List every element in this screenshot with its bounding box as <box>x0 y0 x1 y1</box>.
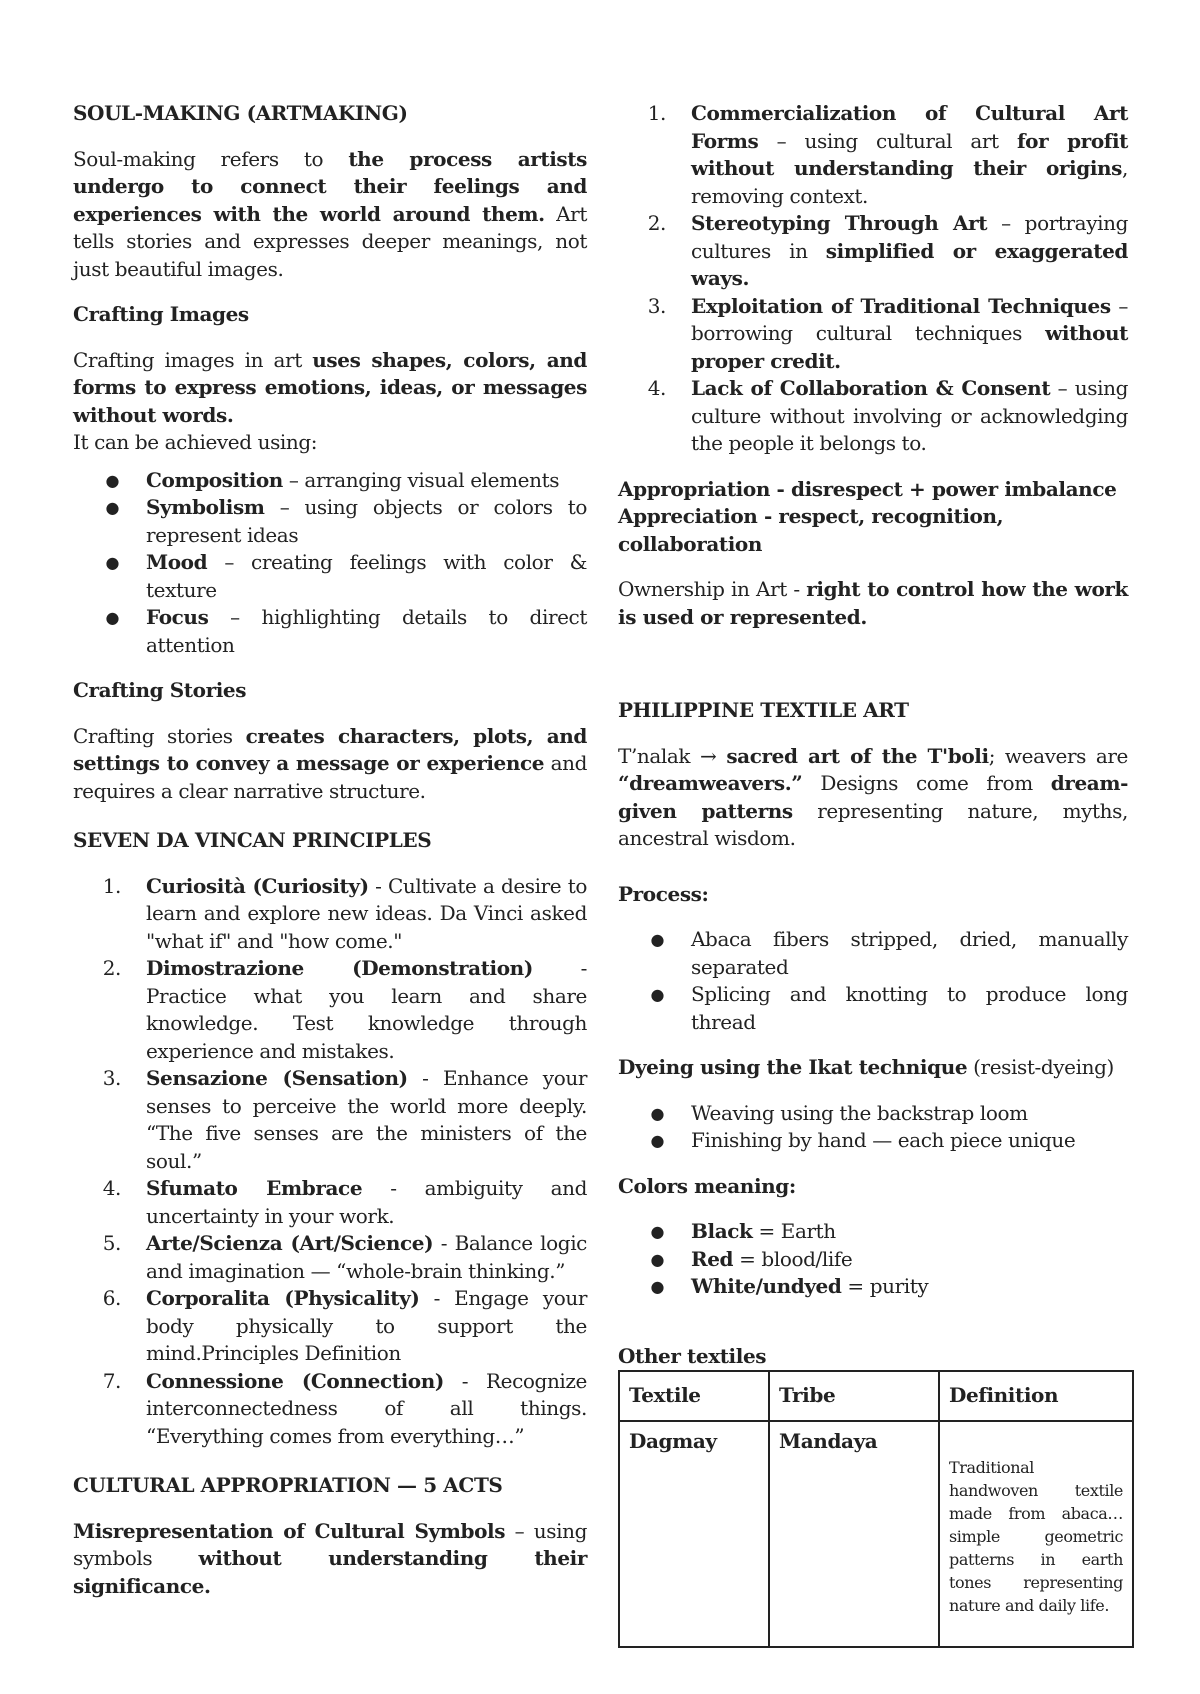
list-item: ● Composition – arranging visual elements <box>73 467 587 495</box>
list-item: 7. Connessione (Connection) - Recognize interconnectedness of all things. “Everything comes from everything…” <box>102 1368 587 1448</box>
da-vinci-principles-list <box>73 873 587 1451</box>
bullet-icon: ● <box>105 608 119 627</box>
bullet-icon: ● <box>650 1249 664 1269</box>
list-item: ● Focus – highlighting details to direct attention <box>73 604 587 659</box>
list-item: ● White/undyed = purity <box>618 1273 1128 1301</box>
colors-meaning-heading: Colors meaning: <box>618 1173 796 1198</box>
dyeing-list <box>618 1100 1128 1155</box>
textile-art-heading: PHILIPPINE TEXTILE ART <box>618 698 909 722</box>
appropriation-acts-list <box>618 100 1128 458</box>
column-header-tribe: Tribe <box>769 1371 939 1421</box>
bullet-icon: ● <box>105 553 119 572</box>
crafting-images-paragraph: Crafting images in art uses shapes, colors, and forms to express emotions, ideas, or messages without words. <box>73 347 588 427</box>
crafting-stories-heading: Crafting Stories <box>73 678 247 702</box>
bullet-icon: ● <box>650 985 664 1004</box>
tnalak-paragraph: T’nalak → sacred art of the T'boli; weavers are “dreamweavers.” Designs come from dream-given patterns representing nature, myths, ancestral wisdom. <box>618 743 1128 850</box>
achieved-using-text: It can be achieved using: <box>73 430 318 454</box>
list-item: 4. Lack of Collaboration & Consent – using culture without involving or acknowledging the people it belongs to. <box>647 376 1128 455</box>
list-item: ● Splicing and knotting to produce long thread <box>618 981 1128 1036</box>
cell-tribe: Mandaya <box>769 1421 939 1647</box>
appreciation-definition: Appreciation - respect, recognition, collaboration <box>618 504 1004 556</box>
bullet-icon: ● <box>650 1222 664 1241</box>
bullet-icon: ● <box>650 1131 664 1150</box>
appropriation-definition: Appropriation - disrespect + power imbalance <box>618 476 1117 501</box>
list-item: 5. Arte/Scienza (Art/Science) - Balance logic and imagination — “whole-brain thinking.” <box>102 1231 587 1283</box>
list-item: 1. Commercialization of Cultural Art Forms – using cultural art for profit without understanding their origins, removing context. <box>647 101 1129 208</box>
cell-definition: Traditional handwoven textile made from abaca… simple geometric patterns in earth tones representing nature and daily life. <box>939 1421 1133 1647</box>
list-item: ● Red = blood/life <box>618 1246 1128 1274</box>
colors-meaning-list <box>618 1218 1128 1301</box>
misrepresentation-paragraph: Misrepresentation of Cultural Symbols – using symbols without understanding their significance. <box>73 1518 587 1598</box>
bullet-icon: ● <box>105 470 119 490</box>
right-column <box>618 100 1128 1648</box>
list-item: ● Mood – creating feelings with color & texture <box>73 549 587 604</box>
bullet-icon: ● <box>650 1103 664 1123</box>
column-header-textile: Textile <box>619 1371 769 1421</box>
bullet-icon: ● <box>105 498 119 517</box>
process-heading: Process: <box>618 881 709 906</box>
list-item: 3. Exploitation of Traditional Techniques – borrowing cultural techniques without proper credit. <box>647 293 1128 373</box>
table-header-row <box>619 1371 1133 1421</box>
list-item: ● Black = Earth <box>618 1218 1128 1246</box>
bullet-icon: ● <box>650 1277 664 1296</box>
cell-textile: Dagmay <box>619 1421 769 1647</box>
list-item: 2. Stereotyping Through Art – portraying cultures in simplified or exaggerated ways. <box>647 211 1128 290</box>
process-list <box>618 926 1128 1036</box>
dyeing-line: Dyeing using the Ikat technique (resist-dyeing) <box>618 1055 1114 1079</box>
other-textiles-caption: Other textiles <box>618 1343 767 1368</box>
bullet-icon: ● <box>650 930 664 949</box>
list-item: 6. Corporalita (Physicality) - Engage your body physically to support the mind.Principles Definition <box>102 1286 588 1365</box>
da-vinci-heading: SEVEN DA VINCAN PRINCIPLES <box>73 828 432 852</box>
ownership-paragraph: Ownership in Art - right to control how the work is used or represented. <box>618 577 1129 629</box>
list-item: 3. Sensazione (Sensation) - Enhance your senses to perceive the world more deeply. “The five senses are the ministers of the soul.” <box>102 1066 587 1173</box>
crafting-images-list <box>73 467 587 660</box>
cultural-appropriation-heading: CULTURAL APPROPRIATION — 5 ACTS <box>73 1473 503 1497</box>
left-column <box>73 100 587 1600</box>
list-item: 2. Dimostrazione (Demonstration) - Practice what you learn and share knowledge. Test knowledge through experience and mistakes. <box>102 956 587 1063</box>
crafting-images-heading: Crafting Images <box>73 302 249 326</box>
table-row <box>619 1421 1133 1647</box>
crafting-stories-paragraph: Crafting stories creates characters, plots, and settings to convey a message or experience and requires a clear narrative structure. <box>73 723 587 803</box>
list-item: 1. Curiosità (Curiosity) - Cultivate a desire to learn and explore new ideas. Da Vinci asked "what if" and "how come." <box>102 873 587 953</box>
list-item: ● Symbolism – using objects or colors to represent ideas <box>73 494 587 549</box>
list-item: ● Abaca fibers stripped, dried, manually separated <box>618 926 1128 981</box>
column-header-definition: Definition <box>939 1371 1133 1421</box>
list-item: 4. Sfumato Embrace - ambiguity and uncertainty in your work. <box>102 1176 588 1228</box>
list-item: ● Finishing by hand — each piece unique <box>618 1127 1128 1155</box>
list-item: ● Weaving using the backstrap loom <box>618 1100 1128 1128</box>
soul-making-paragraph: Soul-making refers to the process artists undergo to connect their feelings and experiences with the world around them. Art tells stories and expresses deeper meanings, not just beautiful images. <box>73 146 587 281</box>
other-textiles-table <box>618 1370 1134 1648</box>
soul-making-heading: SOUL-MAKING (ARTMAKING) <box>73 101 408 125</box>
